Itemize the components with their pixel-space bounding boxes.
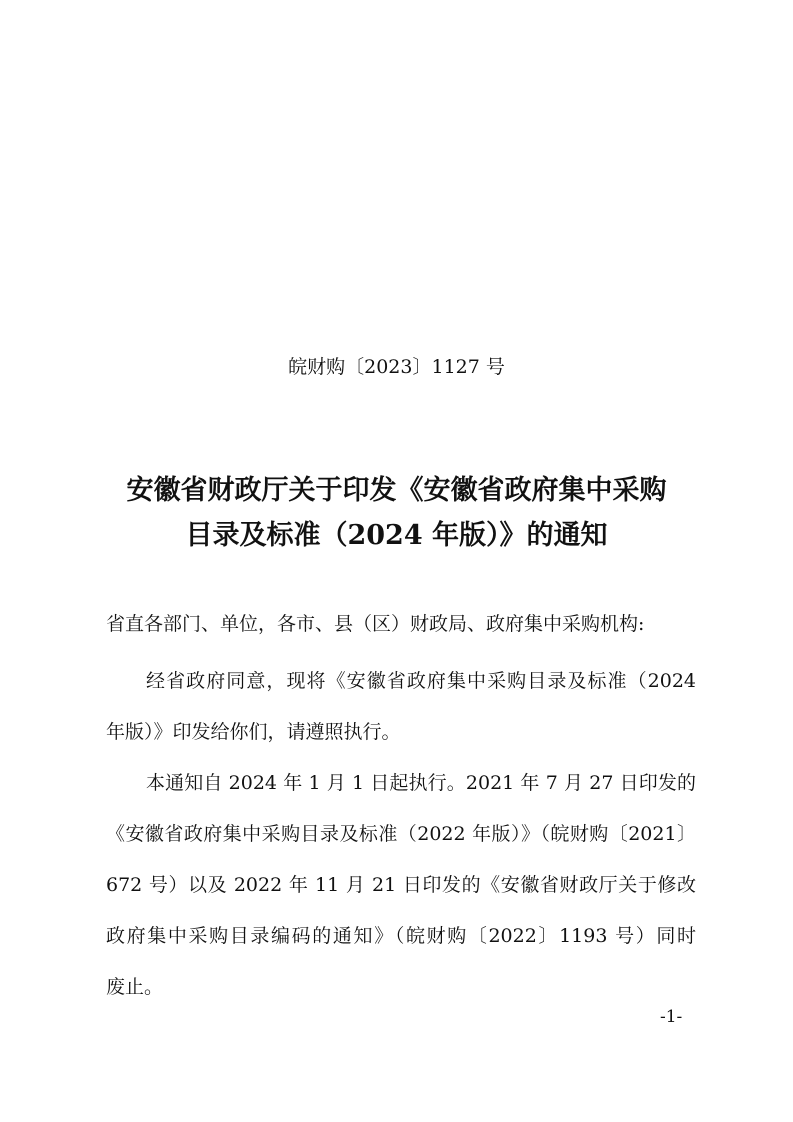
document-title bbox=[60, 468, 733, 558]
paragraph-approval bbox=[106, 656, 696, 758]
paragraph-line: 政府集中采购目录编码的通知》（皖财购〔2022〕1193 号）同时 bbox=[106, 925, 696, 947]
paragraph-line: 经省政府同意，现将《安徽省政府集中采购目录及标准（2024 bbox=[146, 670, 696, 692]
addressee: 省直各部门、单位，各市、县（区）财政局、政府集中采购机构: bbox=[106, 613, 645, 635]
page-number: -1- bbox=[660, 1007, 683, 1027]
paragraph-line: 废止。 bbox=[106, 976, 164, 998]
title-line-1: 安徽省财政厅关于印发《安徽省政府集中采购 bbox=[126, 475, 667, 506]
paragraph-line: 《安徽省政府集中采购目录及标准（2022 年版）》（皖财购〔2021〕 bbox=[106, 823, 696, 845]
paragraph-line: 本通知自 2024 年 1 月 1 日起执行。2021 年 7 月 27 日印发的 bbox=[146, 772, 696, 794]
title-line-2: 目录及标准（2024 年版）》的通知 bbox=[185, 520, 608, 551]
paragraph-effective-date bbox=[106, 758, 696, 1013]
paragraph-line: 年版）》印发给你们，请遵照执行。 bbox=[106, 721, 401, 743]
paragraph-line: 672 号）以及 2022 年 11 月 21 日印发的《安徽省财政厅关于修改 bbox=[106, 874, 696, 896]
document-number: 皖财购〔2023〕1127 号 bbox=[288, 356, 505, 378]
